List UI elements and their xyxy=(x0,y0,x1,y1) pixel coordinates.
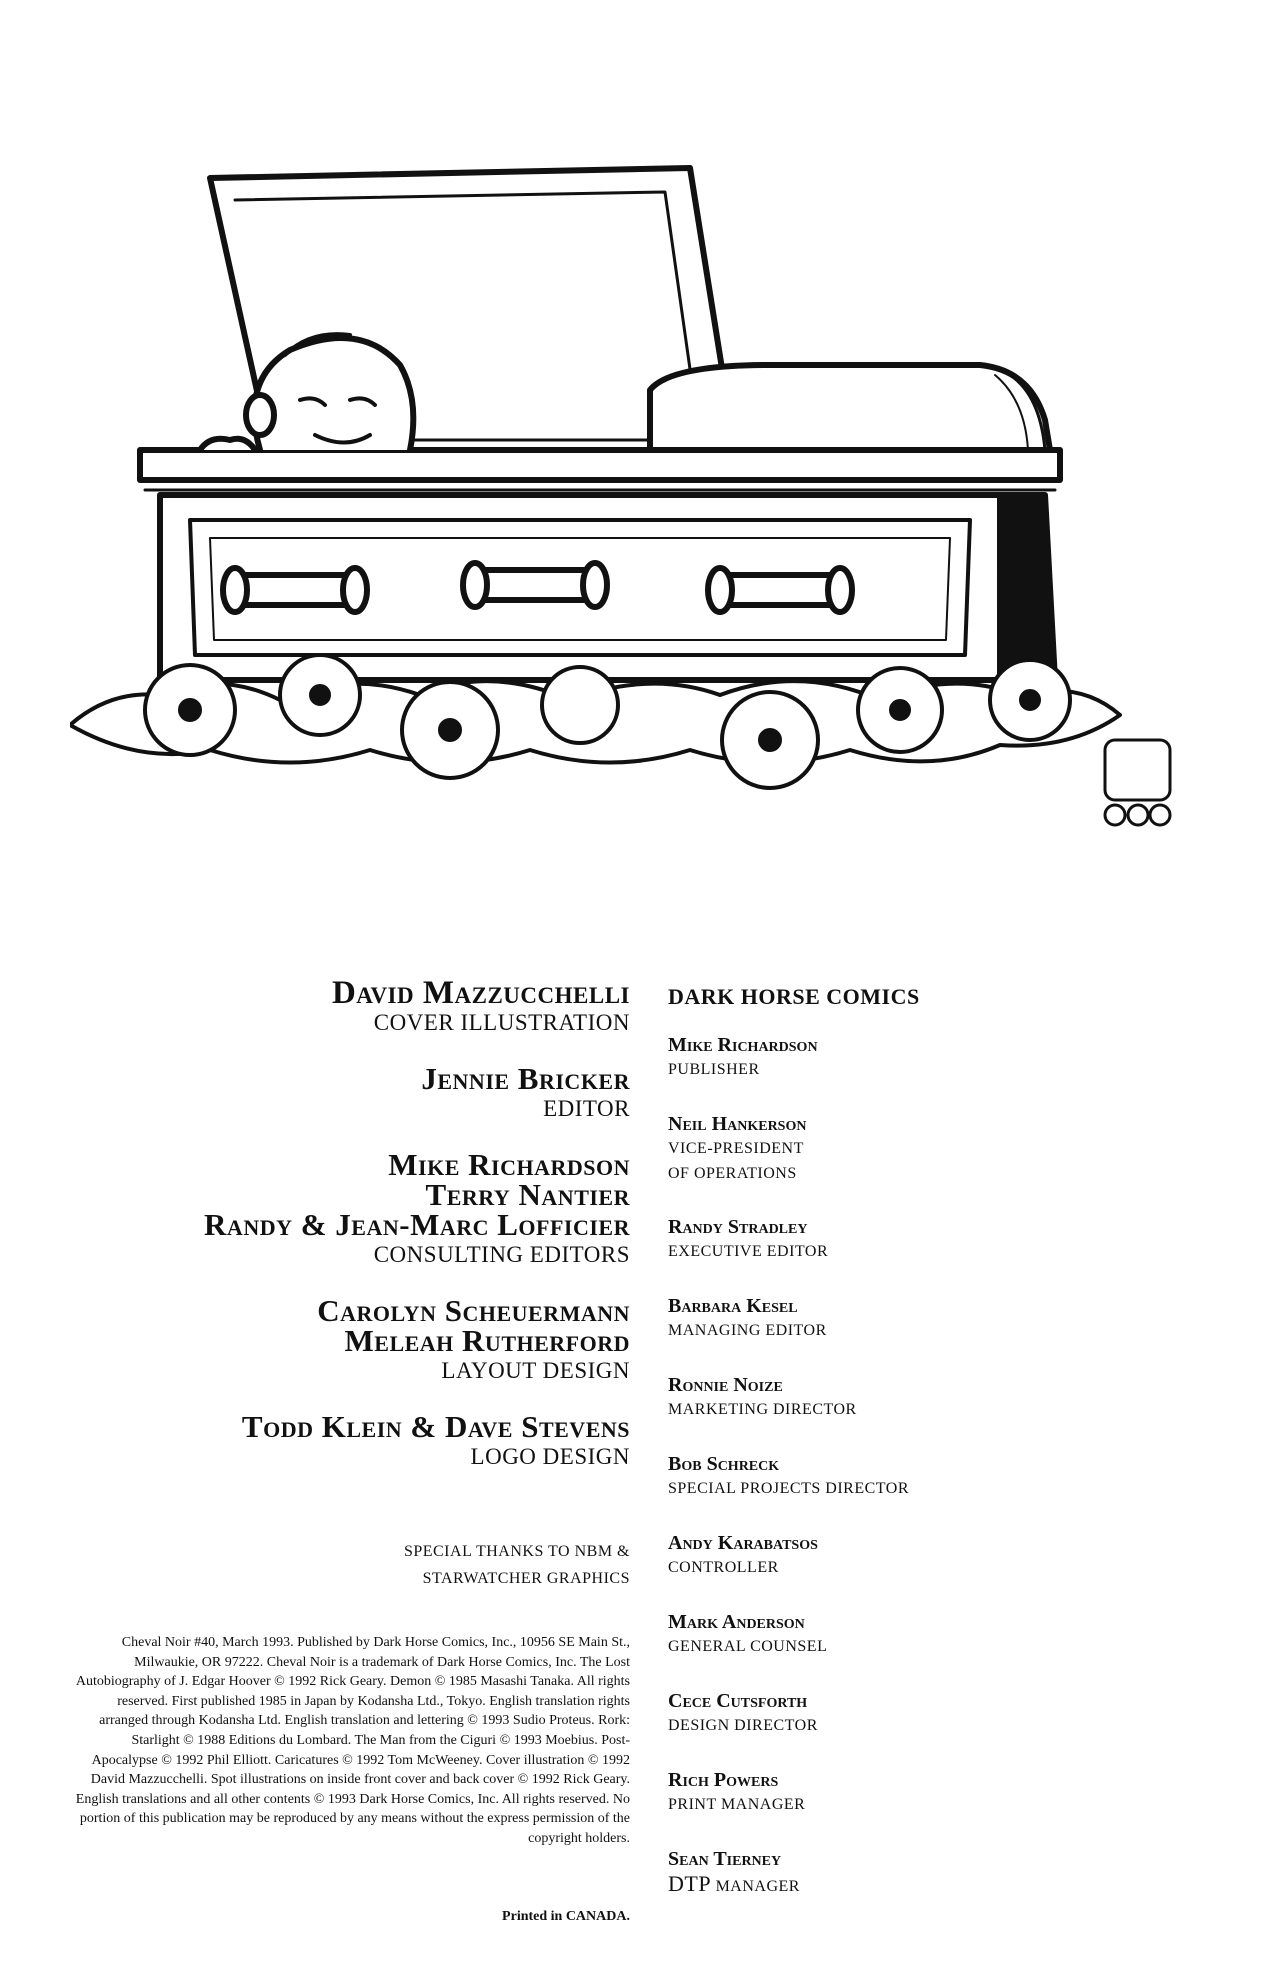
staff-name: Mark Anderson xyxy=(668,1611,805,1633)
credit-name: Randy & Jean-Marc Lofficier xyxy=(204,1207,630,1242)
publisher-title: DARK HORSE COMICS xyxy=(668,984,920,1009)
credit-role: LOGO DESIGN xyxy=(470,1444,630,1469)
special-thanks-line: STARWATCHER GRAPHICS xyxy=(422,1570,630,1587)
staff-title: EXECUTIVE EDITOR xyxy=(668,1243,829,1260)
staff-item xyxy=(668,1452,1228,1507)
legal-indicia: Cheval Noir #40, March 1993. Published by Dark Horse Comics, Inc., 10956 SE Main St., Milwaukie, OR 97222. Cheval Noir is a trademark of Dark Horse Comics, Inc. The Lost Autobiography of J. Edgar Hoover © 1992 Rick Geary. Demon © 1985 Masashi Tanaka. All rights reserved. First published 1985 in Japan by Kodansha Ltd., Tokyo. English translation rights arranged through Kodansha Ltd. English translation and lettering © 1993 Sudio Proteus. Rork: Starlight © 1988 Editions du Lombard. The Man from the Ciguri © 1993 Moebius. Post-Apocalypse © 1992 Phil Elliott. Caricatures © 1992 Tom McWeeney. Cover illustration © 1992 David Mazzucchelli. Spot illustrations on inside front cover and back cover © 1992 Rick Geary. English translations and all other contents © 1993 Dark Horse Comics, Inc. All rights reserved. No portion of this publication may be reproduced by any means without the express permission of the copyright holders. xyxy=(75,1635,630,1846)
staff-title: GENERAL COUNSEL xyxy=(668,1638,828,1655)
credit-name: Todd Klein & Dave Stevens xyxy=(241,1409,630,1444)
credit-cover-illustration xyxy=(70,975,630,1038)
credit-name: Terry Nantier xyxy=(425,1177,630,1212)
printed-in-line: Printed in CANADA. xyxy=(502,1909,630,1924)
staff-item xyxy=(668,1689,1228,1744)
staff-title: MARKETING DIRECTOR xyxy=(668,1401,857,1418)
staff-item xyxy=(668,1112,1228,1191)
staff-name: Ronnie Noize xyxy=(668,1374,783,1396)
staff-name: Mike Richardson xyxy=(668,1034,818,1056)
coffin-handle-center xyxy=(463,563,607,607)
staff-item xyxy=(668,1847,1228,1902)
special-thanks-line: SPECIAL THANKS TO NBM & xyxy=(403,1543,630,1560)
credit-role: EDITOR xyxy=(543,1096,630,1121)
credit-name: David Mazzucchelli xyxy=(331,975,630,1011)
staff-name: Sean Tierney xyxy=(668,1848,782,1870)
coffin-illustration xyxy=(70,150,1230,870)
staff-title-big: DTP xyxy=(668,1871,712,1896)
staff-name: Neil Hankerson xyxy=(668,1113,807,1135)
staff-title: VICE-PRESIDENT xyxy=(668,1140,804,1157)
staff-title: PUBLISHER xyxy=(668,1061,760,1078)
staff-title: SPECIAL PROJECTS DIRECTOR xyxy=(668,1480,909,1497)
credit-name: Mike Richardson xyxy=(388,1147,630,1182)
staff-title: PRINT MANAGER xyxy=(668,1796,806,1813)
staff-title xyxy=(668,1871,1228,1899)
credit-logo-design xyxy=(70,1409,630,1472)
credit-role: COVER ILLUSTRATION xyxy=(373,1010,630,1035)
staff-title-rest: MANAGER xyxy=(711,1878,800,1895)
publisher-staff-column xyxy=(668,985,1228,1926)
staff-title: OF OPERATIONS xyxy=(668,1165,797,1182)
staff-name: Rich Powers xyxy=(668,1769,779,1791)
staff-name: Barbara Kesel xyxy=(668,1295,798,1317)
staff-item xyxy=(668,1033,1228,1088)
staff-name: Andy Karabatsos xyxy=(668,1532,818,1554)
coffin-handle-left xyxy=(223,568,367,612)
credit-name: Carolyn Scheuermann xyxy=(317,1293,630,1328)
staff-item xyxy=(668,1610,1228,1665)
staff-title: DESIGN DIRECTOR xyxy=(668,1717,818,1734)
peeking-man xyxy=(200,334,413,450)
credit-layout-design xyxy=(70,1293,630,1386)
staff-item xyxy=(668,1768,1228,1823)
staff-item xyxy=(668,1215,1228,1270)
staff-name: Cece Cutsforth xyxy=(668,1690,808,1712)
staff-item xyxy=(668,1531,1228,1586)
credit-consulting-editors xyxy=(70,1147,630,1270)
staff-name: Randy Stradley xyxy=(668,1216,808,1238)
staff-title: MANAGING EDITOR xyxy=(668,1322,827,1339)
coffin-handle-right xyxy=(708,568,852,612)
coffin-closed-lid xyxy=(650,365,1050,450)
credit-role: CONSULTING EDITORS xyxy=(373,1242,630,1267)
credits-column xyxy=(70,975,630,1498)
staff-item xyxy=(668,1294,1228,1349)
credit-role: LAYOUT DESIGN xyxy=(441,1358,630,1383)
special-thanks xyxy=(230,1538,630,1592)
staff-name: Bob Schreck xyxy=(668,1453,780,1475)
coffin-rim xyxy=(140,450,1060,480)
staff-title: CONTROLLER xyxy=(668,1559,779,1576)
artist-signature-icon xyxy=(1105,740,1170,825)
credit-editor xyxy=(70,1061,630,1124)
credit-name: Jennie Bricker xyxy=(421,1061,630,1096)
credit-name: Meleah Rutherford xyxy=(344,1323,630,1358)
staff-item xyxy=(668,1373,1228,1428)
